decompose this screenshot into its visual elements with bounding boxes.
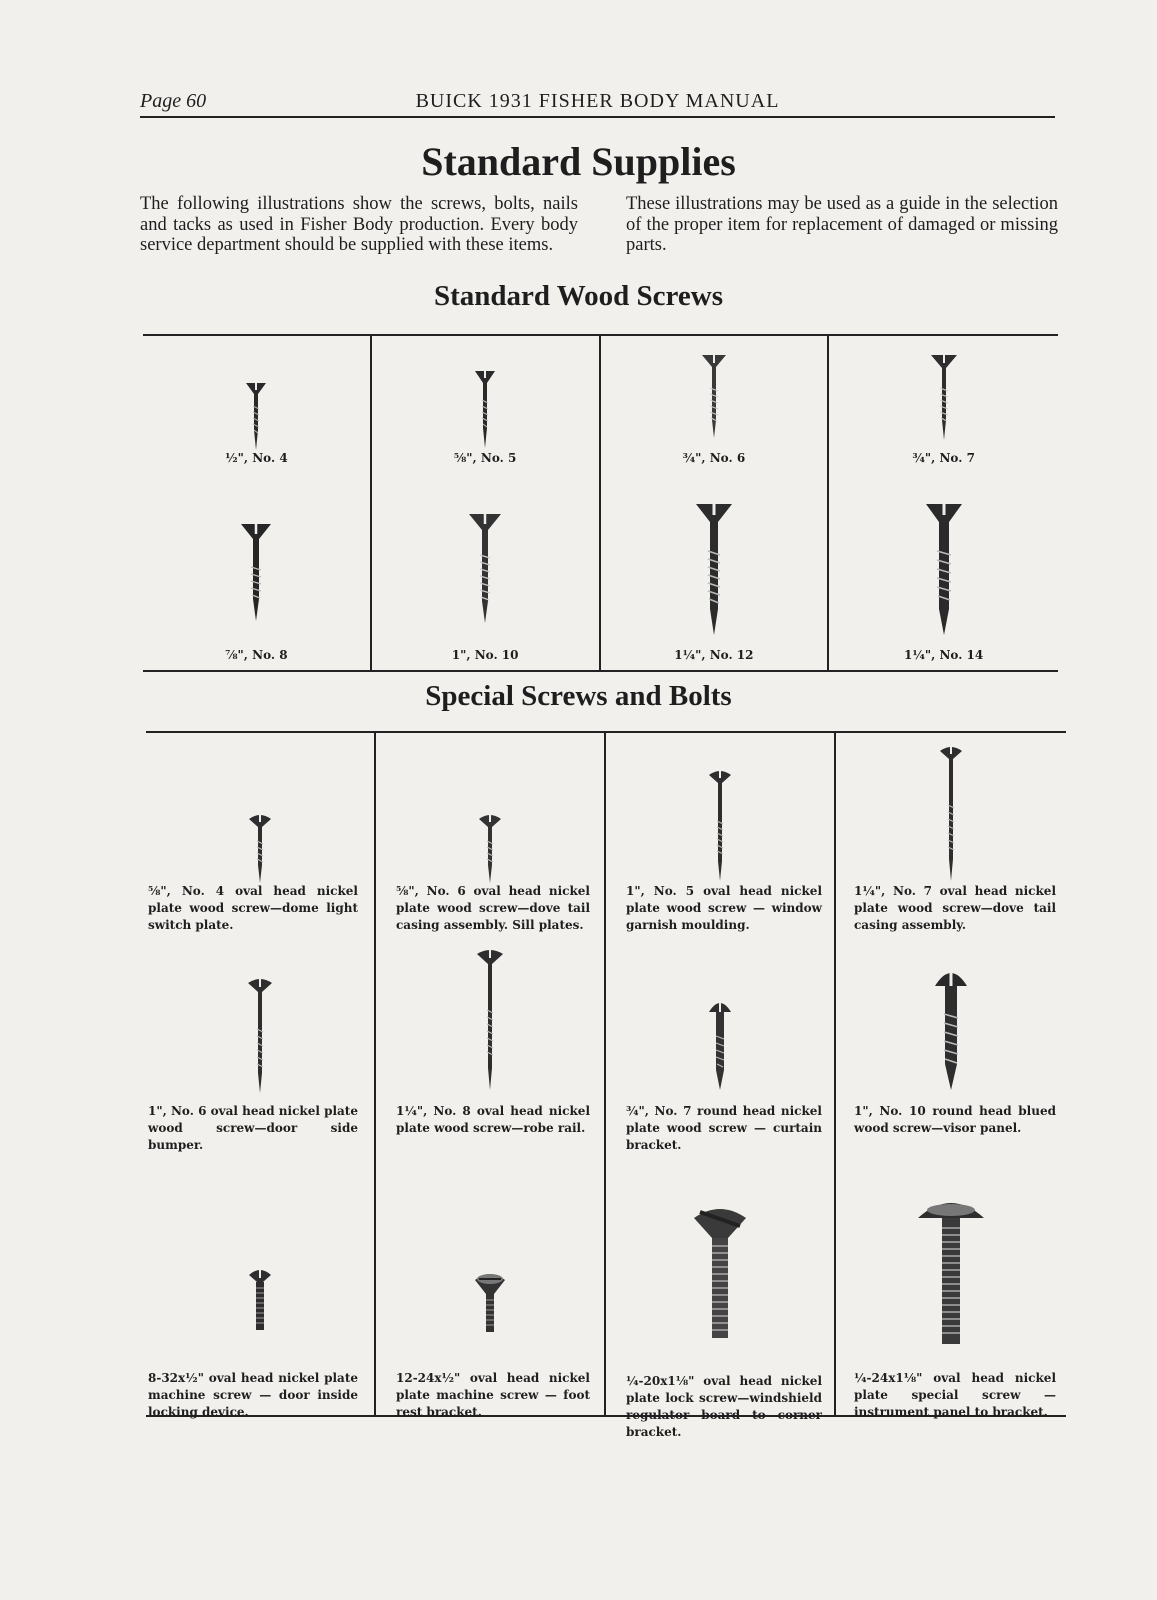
wood-screw-cell [601,336,830,503]
special-screw-description: 1", No. 10 round head blued wood screw—visor panel. [854,1104,1056,1136]
wood-screw-icon [244,382,268,452]
wood-screw-label: ¾", No. 6 [682,451,746,465]
wood-screw-label: ½", No. 4 [225,451,288,465]
page-number: Page 60 [140,90,207,112]
wood-screw-icon [694,503,734,637]
special-screws-title: Special Screws and Bolts [425,680,732,712]
wood-screws-title: Standard Wood Screws [434,280,723,312]
wood-screw-icon [700,354,728,440]
special-screw-description: ¾", No. 7 round head nickel plate wood screw — curtain bracket. [626,1104,822,1153]
oval-head-screw-icon [477,813,503,885]
special-screw-description: ⅝", No. 4 oval head nickel plate wood screw—dome light switch plate. [148,884,358,932]
oval-head-screw-icon [246,977,274,1095]
special-screw-cell [836,733,1066,960]
wood-screws-grid [143,334,1058,672]
wood-screw-icon [467,513,503,625]
special-screw-cell [606,960,836,1187]
machine-screw-icon [692,1206,748,1340]
wood-screw-label: 1", No. 10 [451,648,519,662]
special-screw-cell [376,960,606,1187]
special-screw-description: 1", No. 6 oval head nickel plate wood screw—door side bumper. [148,1104,358,1153]
special-screw-description: ¼-20x1⅛" oval head nickel plate lock screw—windshield regulator board to corner bracket. [626,1373,822,1439]
special-screw-description: 1¼", No. 7 oval head nickel plate wood screw—dove tail casing assembly. [854,884,1056,932]
wood-screw-cell [143,503,372,670]
special-screw-cell [606,1188,836,1439]
wood-screw-icon [473,370,497,450]
wood-screw-icon [929,354,959,442]
wood-screw-label: ¾", No. 7 [912,451,975,465]
wood-screw-label: 1¼", No. 14 [903,648,984,662]
special-screw-description: 1", No. 5 oval head nickel plate wood screw — window garnish moulding. [626,884,822,932]
wood-screw-label: ⅞", No. 8 [225,648,288,662]
wood-screw-cell [372,336,601,503]
wood-screw-label: ⅝", No. 5 [453,451,517,465]
wood-screw-cell [143,336,372,503]
special-screw-cell [376,1188,606,1419]
oval-head-screw-icon [475,948,505,1092]
special-screws-grid [146,731,1066,1439]
wood-screw-cell [372,503,601,670]
special-screw-description: ⅝", No. 6 oval head nickel plate wood screw—dove tail casing assembly. Sill plates. [396,884,590,932]
special-screw-cell [836,960,1066,1187]
special-screw-cell [146,960,376,1187]
machine-screw-icon [247,1268,273,1332]
special-screw-cell [606,733,836,960]
intro-paragraph-left: The following illustrations show the screws, bolts, nails and tacks as used in Fisher Body production. Every body service department should be supplied with these items. [140,194,578,255]
intro-paragraph-right: These illustrations may be used as a guide in the selection of the proper item for replacement of damaged or missing parts. [626,194,1058,255]
wood-screw-cell [829,503,1058,670]
oval-head-screw-icon [707,769,733,883]
special-screw-description: ¼-24x1⅛" oval head nickel plate special screw — instrument panel to bracket. [854,1370,1056,1419]
special-screw-description: 1¼", No. 8 oval head nickel plate wood screw—robe rail. [396,1104,590,1136]
machine-screw-icon [473,1272,507,1334]
round-head-screw-icon [931,968,971,1092]
wood-screw-cell [829,336,1058,503]
wood-screw-icon [924,503,964,637]
wood-screw-icon [239,523,273,623]
special-screw-description: 8-32x½" oval head nickel plate machine screw — door inside locking device. [148,1370,358,1419]
special-screw-description: 12-24x½" oval head nickel plate machine screw — foot rest bracket. [396,1370,590,1419]
wood-screw-label: 1¼", No. 12 [674,648,754,662]
oval-head-screw-icon [247,813,273,885]
page-header [140,88,1055,118]
special-screw-cell [836,1188,1066,1419]
special-screw-cell [376,733,606,960]
round-head-screw-icon [706,1000,734,1092]
oval-head-screw-icon [938,745,964,883]
page-title: Standard Supplies [421,139,736,184]
special-screw-cell [146,1188,376,1419]
running-title: BUICK 1931 FISHER BODY MANUAL [415,90,780,112]
machine-screw-icon [916,1196,986,1346]
special-screw-cell [146,733,376,960]
wood-screw-cell [601,503,830,670]
